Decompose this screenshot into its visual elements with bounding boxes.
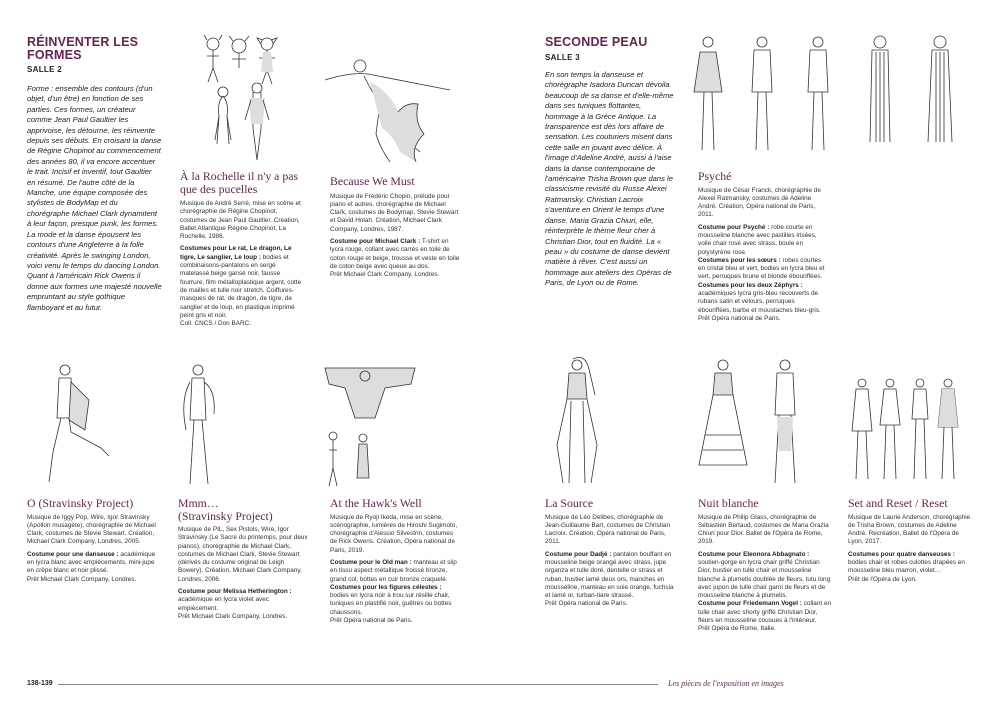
costume-label: Costume pour Friedemann Vogel : xyxy=(698,600,802,608)
entry-title: Set and Reset / Reset xyxy=(848,496,948,510)
entry-credits: Musique de Léo Delibes, chorégraphie de Jean-Guillaume Bart, costumes de Christian Lacroix. Création, Opéra national de Paris, 2011. xyxy=(545,513,671,546)
costume-label: Costume pour Psyché : xyxy=(698,223,770,231)
section-title: SECONDE PEAU xyxy=(545,35,648,49)
costume-label: Costumes pour quatre danseuses : xyxy=(848,550,955,558)
entry-title: Because We Must xyxy=(330,174,415,188)
costume-text: bodies et combinaisons-pantalons en sergé matelassé beige gansé noir, fausse fourrure, film métalloplastique argent, cotte de mailles et tulle noir stretch. Coiffures-masques de rat, de dragon, de tigre, de sanglier et de loup, en plastique imprimé peint gris et noir. xyxy=(180,253,302,319)
costume-label: Costumes pour les deux Zéphyrs : xyxy=(698,281,803,289)
footer-rule xyxy=(58,684,658,685)
loan-credit: Prêt Opéra national de Paris. xyxy=(698,314,781,322)
o-stravinsky-illustration xyxy=(25,360,125,490)
entry-mmm xyxy=(178,497,308,625)
section-title: RÉINVENTER LES xyxy=(27,35,139,49)
loan-credit: Coll. CNCS / Don BARC. xyxy=(180,320,252,328)
section-title-line2: FORMES xyxy=(27,48,82,62)
loan-credit: Prêt de l'Opéra de Lyon. xyxy=(848,575,917,583)
page-numbers: 138-139 xyxy=(27,680,53,687)
because-we-must-illustration xyxy=(320,52,470,172)
entry-title-line2: (Stravinsky Project) xyxy=(178,508,273,523)
entry-credits: Musique de Iggy Pop, Wire, Igor Stravinsky (Apollon musagète), chorégraphie de Michael Clark, costumes de Stevie Stewart. Création, Michael Clark Company, Londres, 2005. xyxy=(27,513,156,546)
la-source-illustration xyxy=(545,355,625,490)
entry-credits: Musique de César Franck, chorégraphie de Alexei Ratmansky, costumes de Adeline André. Création, Opéra national de Paris, 2011. xyxy=(698,186,821,219)
costume-text: collant en tulle chair avec shorty griffé Christian Dior, fleurs en mousseline cousues à l'intérieur. xyxy=(698,600,832,625)
entry-nuit-blanche xyxy=(698,497,833,638)
costume-text: robes courtes en cristal bleu et vert, bodies en lycra bleu et vert, perruques brune et blonde ébouriffées. xyxy=(698,256,825,281)
mmm-stravinsky-illustration xyxy=(160,360,240,490)
entry-rochelle xyxy=(180,170,305,332)
set-and-reset-illustration xyxy=(848,375,968,490)
entry-because-we-must xyxy=(330,175,460,283)
costume-text: soutien-gorge en lycra chair griffé Christian Dior, bustier en tulle chair et mousseline blanche à plumetis doublée de fleurs, tutu long avec jupon de tulle chair garni de fleurs et de mousseline blanche à plumetis. xyxy=(698,558,831,600)
costume-text: robe courte en mousseline blanche avec pastilles irisées, voile chair rosé avec strass, boule en polystyrène rose. xyxy=(698,223,817,256)
right-section-header xyxy=(545,36,685,62)
costume-label: Costumes pour les sœurs : xyxy=(698,256,781,264)
costume-label: Costumes pour les figures célestes : xyxy=(330,583,442,591)
costume-label: Costume pour Dadjé : xyxy=(545,550,612,558)
left-section-header xyxy=(27,36,167,74)
hawks-well-illustration xyxy=(315,358,425,493)
loan-credit: Prêt Opéra de Rome, Italie. xyxy=(698,625,776,633)
costume-text: pantalon bouffant en mousseline beige orangé avec strass, jupe organza et tulle doré, dentelle or strass et ruban, bustier lamé deux ors, manches en mousseline, manteau en soie orange, fuchsia et lamé or, turban-tiare strassé. xyxy=(545,550,674,600)
entry-credits: Musique de PIL, Sex Pistols, Wire, Igor Stravinsky (Le Sacre du printemps, pour deux pianos), chorégraphie de Michael Clark, costumes de Michael Clark, Stevie Stewart (dérivés du costume original de Leigh Bowery). Création, Michael Clark Company, Londres, 2006. xyxy=(178,526,308,583)
left-intro-text: Forme : ensemble des contours (d'un objet, d'un être) en fonction de ses parties. Ces formes, un créateur comme Jean Paul Gaultier les apprivoise, les détourne, les réinvente depuis ses débuts. En croisant la danse de Régine Chopinot au commencement des années 80, il va encore accentuer le trait. Incisif et inventif, tout Gaultier en résumé. De l'autre côté de la Manche, une équipe composée des stylistes de BodyMap et du chorégraphe Michael Clark dynamitent à leur façon, presque punk, les formes. La mode et la danse épousent les contours d'une Angleterre à la folle créativité. Après le swinging London, voici venu le temps du dancing London. Quant à l'américain Rick Owens il donne aux formes une majesté nouvelle empruntant au style gothique flamboyant et au futur. xyxy=(27,84,162,312)
right-intro-text: En son temps la danseuse et chorégraphe Isadora Duncan dévoila beaucoup de sa danse et d'elle-même dans ses tuniques flottantes, hommage à la Grèce Antique. La transparence est dès lors affaire de sensation. Les couturiers misent dans cette salle en jouant avec délice. À l'image d'Adeline André, aussi à l'aise dans la danse contemporaine de l'américaine Trisha Brown que dans le classicisme revisité du Russe Alexei Ratmansky. Christian Lacroix s'aventure en Orient le temps d'une danse. Maria Grazia Chiuri, elle, réinterprète le thème fleur cher à Christian Dior, tout en fluidité. La « peau » du costume de danse devient matière à rêver. C'est aussi un hommage aux ateliers des Opéras de Paris, de Lyon ou de Rome. xyxy=(545,70,674,288)
costume-text: académiques lycra gris-bleu recouverts de rubans satin et velours, perruques ébouriffées, barbe et moustaches bleu-gris. xyxy=(698,290,821,314)
entry-psyche xyxy=(698,170,828,323)
costume-text: manteau et slip en tissu aspect métallique froissé bronze, grand col, bottes en cuir bronze craquelé. xyxy=(330,558,457,583)
entry-hawks-well xyxy=(330,497,460,629)
entry-title: Mmm… xyxy=(178,496,219,510)
costume-text: bodies en lycra noir à trou sur résille chair, tuniques en plastifié noir, guêtres ou bottes chaussons. xyxy=(330,592,452,616)
entry-credits: Musique de Philip Glass, chorégraphie de Sébastien Bertaud, costumes de Maria Grazia Chiuri pour Dior. Ballet de l'Opéra de Rome, 2019. xyxy=(698,513,829,546)
loan-credit: Prêt Michael Clark Company, Londres. xyxy=(330,271,440,279)
entry-credits: Musique de Frédéric Chopin, prélude pour piano et autres, chorégraphie de Michael Clark, costumes de Bodymap, Stevie Stewart et David Holah. Création, Michael Clark Company, Londres, 1987. xyxy=(330,192,459,233)
rochelle-costume-illustration xyxy=(195,32,285,172)
entry-credits: Musique de André Serré, mise en scène et chorégraphie de Régine Chopinot, costumes de Jean Paul Gaultier. Création, Ballet Atlantique Régine Chopinot, La Rochelle, 1986. xyxy=(180,200,301,241)
costume-label: Costume pour le Old man : xyxy=(330,558,412,566)
costume-text: académique en lycra blanc avec empiècements, mini-jupe en crêpe blanc et noir plissé. xyxy=(27,550,156,575)
entry-set-and-reset xyxy=(848,497,973,588)
loan-credit: Prêt Opéra national de Paris. xyxy=(545,600,628,608)
psyche-costume-illustration xyxy=(690,32,970,157)
entry-title: À la Rochelle il n'y a pas que des pucelles xyxy=(180,169,299,196)
salle-label: SALLE 3 xyxy=(545,53,580,62)
entry-o-stravinsky xyxy=(27,497,157,588)
costume-text: bodies chair et robes culottes drapées en mousseline bleu marron, violet… xyxy=(848,558,965,575)
entry-credits: Musique de Ryoji Ikeda, mise en scène, scénographie, lumières de Hiroshi Sugimoto, chorégraphie d'Alessio Silvestrin, costumes de Rick Owens. Création, Opéra national de Paris, 2019. xyxy=(330,513,458,554)
costume-label: Costume pour Eleonora Abbagnato : xyxy=(698,550,810,558)
loan-credit: Prêt Michael Clark Company, Londres. xyxy=(178,612,288,620)
entry-credits: Musique de Laurie Anderson, chorégraphie de Trisha Brown, costumes de Adeline André. Recréation, Ballet de l'Opéra de Lyon, 2017. xyxy=(848,513,971,546)
nuit-blanche-illustration xyxy=(695,355,815,490)
entry-la-source xyxy=(545,497,680,613)
costume-label: Costume pour Michael Clark : xyxy=(330,237,421,245)
costume-text: T-shirt en lycra rouge, collant avec carrés en toile de coton rouge et beige, trousse et veste en toile de coton beige avec queue au dos. xyxy=(330,237,460,270)
loan-credit: Prêt Michael Clark Company, Londres. xyxy=(27,575,137,583)
salle-label: SALLE 2 xyxy=(27,65,62,74)
costume-label: Costumes pour Le rat, Le dragon, Le tigre, Le sanglier, Le loup : xyxy=(180,245,292,261)
entry-title: Psyché xyxy=(698,169,732,183)
entry-title: La Source xyxy=(545,496,594,510)
entry-title: O (Stravinsky Project) xyxy=(27,496,134,510)
footer-caption: Les pièces de l'exposition en images xyxy=(668,679,784,688)
entry-title: Nuit blanche xyxy=(698,496,759,510)
costume-label: Costume pour une danseuse : xyxy=(27,550,119,558)
costume-text: académique en lycra violet avec empiècement. xyxy=(178,596,269,612)
loan-credit: Prêt Opéra national de Paris. xyxy=(330,617,413,625)
entry-title: At the Hawk's Well xyxy=(330,496,422,510)
costume-label: Costume pour Melissa Hetherington : xyxy=(178,588,292,596)
